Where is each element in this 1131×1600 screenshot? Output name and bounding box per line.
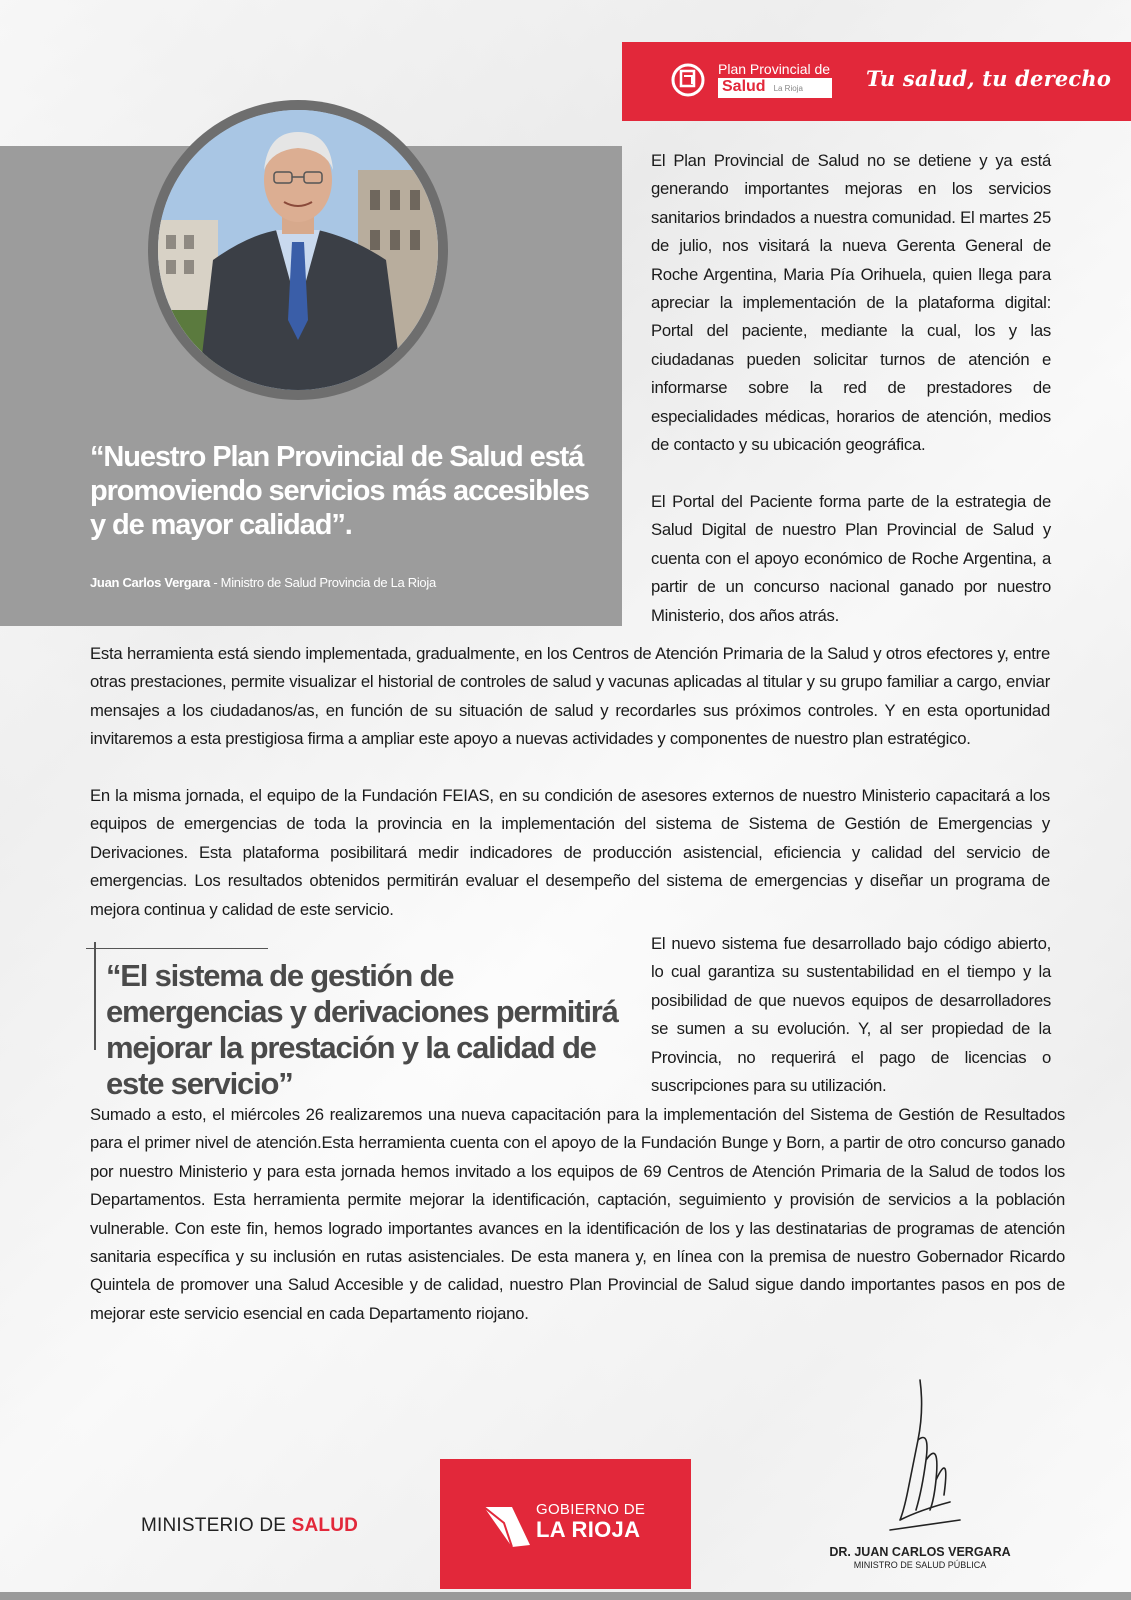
quote-author-role: - Ministro de Salud Provincia de La Rioja	[210, 575, 436, 590]
gobierno-logo-box	[440, 1459, 691, 1589]
gobierno-line-1: GOBIERNO DE	[536, 1501, 646, 1518]
ministerio-logo: MINISTERIO DE SALUD	[141, 1515, 359, 1536]
article-paragraph-5: El nuevo sistema fue desarrollado bajo código abierto, lo cual garantiza su sustentabilidad en el tiempo y la posibilidad de que nuevos equipos de desarrolladores se sumen a su evolución. Y, al ser propiedad de la Provincia, no requerirá el pago de licencias o suscripciones para su utilización.	[651, 934, 1051, 1096]
quote-author	[90, 575, 436, 590]
signature-name: DR. JUAN CARLOS VERGARA	[829, 1545, 1011, 1559]
logo-region: La Rioja	[773, 84, 803, 93]
quote-author-name: Juan Carlos Vergara	[90, 575, 211, 590]
article-paragraph-3: Esta herramienta está siendo implementada, gradualmente, en los Centros de Atención Primaria de la Salud y otros efectores y, entre otras prestaciones, permite visualizar el historial de controles de salud y vacunas aplicadas al titular y su grupo familiar a cargo, enviar mensajes a los ciudadanos/as, en función de su situación de salud y recordarles sus próximos controles. Y en esta oportunidad invitaremos a esta prestigiosa firma a ampliar este apoyo a nuevas actividades y componentes de nuestro plan estratégico.	[90, 644, 1050, 749]
tagline: Tu salud, tu derecho	[866, 66, 1112, 91]
plan-salud-logo-icon	[670, 62, 706, 98]
article-paragraph-1: El Plan Provincial de Salud no se detiene y ya está generando importantes mejoras en los servicios sanitarios brindados a nuestra comunidad. El martes 25 de julio, nos visitará la nueva Gerenta General de Roche Argentina, Maria Pía Orihuela, quien llega para apreciar la implementación de la plataforma digital: Portal del paciente, mediante la cual, los y las ciudadanas pueden solicitar turnos de atención e informarse sobre la red de prestadores de especialidades médicas, horarios de atención, medios de contacto y su ubicación geográfica.	[651, 151, 1051, 455]
minister-photo	[158, 110, 438, 390]
article-paragraph-4: En la misma jornada, el equipo de la Fundación FEIAS, en su condición de asesores externos de nuestro Ministerio capacitará a los equipos de emergencias de toda la provincia en la implementación del sistema de Sistema de Gestión de Emergencias y Derivaciones. Esta plataforma posibilitará medir indicadores de producción asistencial, eficiencia y calidad del servicio de emergencias. Los resultados obtenidos permitirán evaluar el desempeño del sistema de emergencias y diseñar un programa de mejora continua y calidad de este servicio.	[90, 786, 1050, 919]
ministerio-logo-bold: SALUD	[291, 1515, 359, 1536]
article-paragraph-2: El Portal del Paciente forma parte de la estrategia de Salud Digital de nuestro Plan Provincial de Salud y cuenta con el apoyo económico de Roche Argentina, a partir de un concurso nacional ganado por nuestro Ministerio, dos años atrás.	[651, 492, 1051, 625]
minister-portrait-image	[158, 110, 438, 390]
logo-title-line-1: Plan Provincial de	[718, 61, 831, 77]
header-banner	[622, 42, 1131, 121]
article-paragraph-6: Sumado a esto, el miércoles 26 realizaremos una nueva capacitación para la implementación del Sistema de Gestión de Resultados para el primer nivel de atención.Esta herramienta cuenta con el apoyo de la Fundación Bunge y Born, a partir de otro concurso ganado por nuestro Ministerio y para esta jornada hemos invitado a los equipos de 69 Centros de Atención Primaria de la Salud de todos los Departamentos. Esta herramienta permite mejorar la identificación, captación, seguimiento y provisión de servicios a la población vulnerable. Con este fin, hemos logrado importantes avances en la identificación de los y las destinatarias de programas de atención sanitaria específica y su inclusión en rutas asistenciales. De esta manera y, en línea con la premisa de nuestro Gobernador Ricardo Quintela de promover una Salud Accesible y de calidad, nuestro Plan Provincial de Salud sigue dando importantes pasos en pos de mejorar este servicio esencial en cada Departamento riojano.	[90, 1105, 1065, 1323]
logo-title-line-2: Salud La Rioja	[718, 78, 832, 98]
gobierno-line-2: LA RIOJA	[536, 1517, 641, 1542]
quote-divider-vertical	[94, 942, 96, 1050]
bottom-bar	[0, 1592, 1131, 1600]
la-rioja-map-icon	[482, 1503, 532, 1549]
quote-divider-horizontal	[86, 948, 268, 949]
featured-quote: “Nuestro Plan Provincial de Salud está promoviendo servicios más accesibles y de mayor calidad”.	[90, 441, 589, 541]
pull-quote: “El sistema de gestión de emergencias y derivaciones permitirá mejorar la prestación y la calidad de este servicio”	[106, 958, 618, 1101]
signature-icon	[860, 1370, 980, 1540]
signature-title: MINISTRO DE SALUD PÚBLICA	[853, 1560, 987, 1570]
